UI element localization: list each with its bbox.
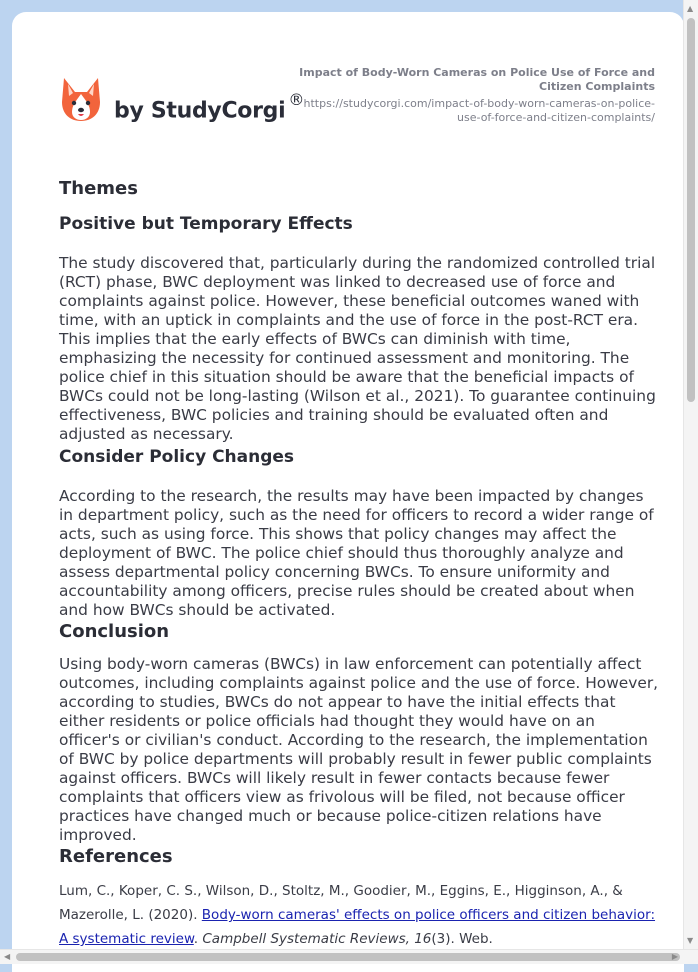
vertical-scroll-thumb[interactable]	[687, 18, 695, 402]
registered-mark: ®	[288, 90, 304, 109]
reference-authors: Lum, C., Koper, C. S., Wilson, D., Stoltz, M., Goodier, M., Eggins, E., Higginson, A., & Mazerolle, L. (2020).	[59, 883, 623, 923]
conclusion-text: Using body-worn cameras (BWCs) in law enforcement can potentially affect outcomes, including complaints against police and the use of force. However, according to studies, BWCs do not appear to have the initial effects that either residents or police officials had thought they would have on an officer's or civilian's conduct. According to the research, the implementation of BWC by police departments will probably result in fewer public complaints against officers. BWCs will likely result in fewer contacts because fewer complaints that officers view as frivolous will be filed, not because officer practices have changed much or because police-citizen relations have improved.	[59, 655, 659, 845]
document-url[interactable]: https://studycorgi.com/impact-of-body-worn-cameras-on-police-use-of-force-and-citizen-complaints/	[295, 97, 655, 124]
brand-name[interactable]	[114, 94, 304, 123]
horizontal-scrollbar[interactable]	[0, 949, 698, 964]
reference-punctuation: .	[194, 931, 203, 947]
brand-text: by StudyCorgi	[114, 98, 285, 123]
vertical-scrollbar[interactable]	[683, 0, 698, 950]
section-heading-positive-effects: Positive but Temporary Effects	[59, 214, 659, 235]
reference-link[interactable]: Body-worn cameras' effects on police officers and citizen behavior: A systematic review	[59, 907, 655, 947]
reference-issue: (3). Web.	[431, 931, 492, 947]
scroll-left-icon[interactable]: ◀	[4, 952, 10, 961]
section-heading-policy-changes: Consider Policy Changes	[59, 447, 659, 468]
section-text-positive-effects: The study discovered that, particularly during the randomized controlled trial (RCT) phase, BWC deployment was linked to decreased use of force and complaints against police. However, these beneficial outcomes waned with time, with an uptick in complaints and the use of force in the post-RCT era. This implies that the early effects of BWCs can diminish with time, emphasizing the necessity for continued assessment and monitoring. The police chief in this situation should be aware that the beneficial impacts of BWCs could not be long-lasting (Wilson et al., 2021). To guarantee continuing effectiveness, BWC policies and training should be evaluated often and adjusted as necessary.	[59, 254, 659, 444]
scroll-right-icon[interactable]: ▶	[672, 952, 678, 961]
page-header	[12, 12, 684, 172]
horizontal-scroll-thumb[interactable]	[16, 953, 680, 961]
scroll-up-icon[interactable]: ▲	[687, 4, 693, 14]
themes-heading: Themes	[59, 178, 659, 200]
document-page	[12, 12, 684, 972]
document-title: Impact of Body-Worn Cameras on Police Use of Force and Citizen Complaints	[295, 66, 655, 94]
scroll-down-icon[interactable]: ▼	[687, 936, 693, 946]
conclusion-heading: Conclusion	[59, 621, 659, 643]
references-heading: References	[59, 846, 659, 868]
document-body	[59, 178, 659, 951]
section-text-policy-changes: According to the research, the results may have been impacted by changes in department policy, such as the need for officers to record a wider range of acts, such as using force. This shows that policy changes may affect the deployment of BWC. The police chief should thus thoroughly analyze and assess departmental policy concerning BWCs. To ensure uniformity and accountability among officers, precise rules should be created about when and how BWCs should be activated.	[59, 487, 659, 620]
reference-entry	[59, 879, 659, 951]
corgi-logo-icon	[60, 76, 102, 122]
reference-journal: Campbell Systematic Reviews, 16	[202, 931, 431, 947]
